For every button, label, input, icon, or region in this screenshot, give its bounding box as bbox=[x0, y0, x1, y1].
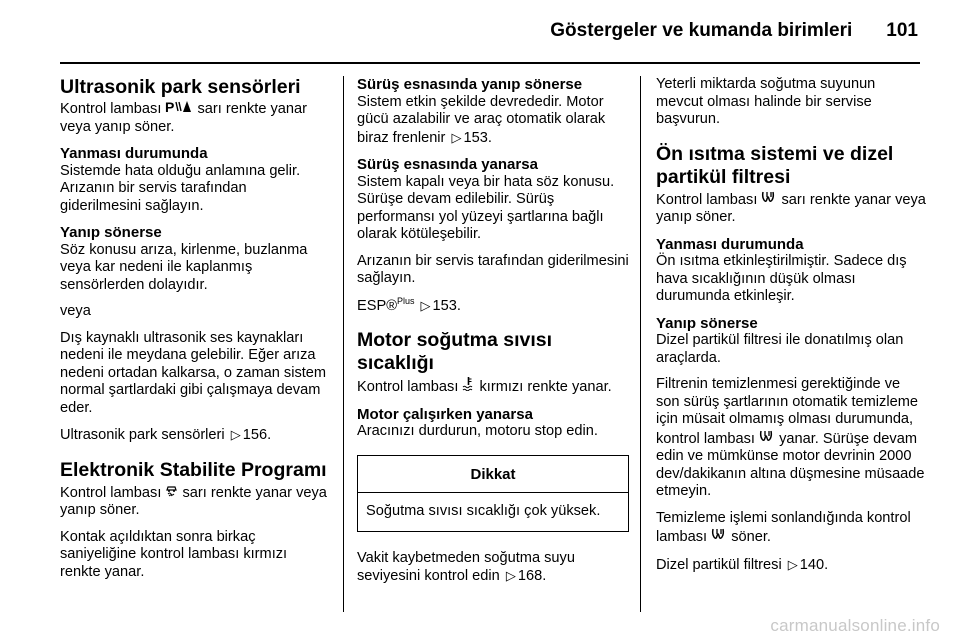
text: Sistem etkin şekilde devrededir. Motor gücü azalabilir ve araç otomatik olarak biraz frenlenir bbox=[357, 93, 606, 146]
section-heading-park-sensors: Ultrasonik park sensörleri bbox=[60, 76, 301, 98]
preheat-intro bbox=[656, 190, 926, 227]
preheat-coil-icon bbox=[711, 527, 727, 547]
text: Temizleme işlemi sonlandığında kontrol lambası bbox=[656, 509, 911, 545]
triangle-right-icon: ▷ bbox=[505, 568, 516, 583]
section-heading-coolant: Motor soğutma sıvısı sıcaklığı bbox=[357, 329, 553, 374]
paragraph: Ön ısıtma etkinleştirilmiştir. Sadece dış hava sıcaklığının düşük olması durumunda etkinleşir. bbox=[656, 253, 907, 304]
esp-reference bbox=[357, 297, 629, 316]
page-ref[interactable]: 153. bbox=[432, 297, 461, 314]
page-ref[interactable]: 140. bbox=[799, 556, 829, 573]
column-1 bbox=[60, 76, 328, 590]
subheading-lit: Yanması durumunda bbox=[656, 235, 804, 253]
preheat-coil-icon bbox=[759, 429, 775, 449]
paragraph: Sistem kapalı veya bir hata söz konusu. Sürüşe devam edilebilir. Sürüş performansı yol yüzeyi şartlarına bağlı olarak kötüleşebilir. bbox=[357, 173, 615, 242]
text: ESP® bbox=[357, 297, 397, 314]
paragraph bbox=[656, 510, 926, 547]
paragraph: Yeterli miktarda soğutma suyunun mevcut olması halinde bir servise başvurun. bbox=[656, 76, 876, 127]
coolant-intro bbox=[357, 376, 629, 397]
text: sarı renkte yanar veya yanıp söner. bbox=[60, 101, 308, 135]
page-title: Göstergeler ve kumanda birimleri bbox=[550, 20, 853, 41]
text: Ultrasonik park sensörleri bbox=[60, 427, 225, 443]
triangle-right-icon: ▷ bbox=[230, 427, 241, 442]
coolant-temperature-icon bbox=[462, 376, 475, 397]
paragraph: Kontak açıldıktan sonra birkaç saniyeliğine kontrol lambası kırmızı renkte yanar. bbox=[60, 528, 288, 580]
park-intro bbox=[60, 100, 328, 136]
paragraph: veya bbox=[60, 303, 91, 319]
triangle-right-icon: ▷ bbox=[787, 556, 798, 572]
paragraph bbox=[357, 94, 629, 148]
text: yanar. Sürüşe devam edin ve mümkünse motor devrinin 2000 dev/dakikanın altına düşmesine müsaade etmeyin. bbox=[656, 430, 925, 499]
text: Kontrol lambası bbox=[60, 484, 166, 501]
column-3 bbox=[656, 76, 926, 583]
page-number: 101 bbox=[886, 20, 918, 41]
park-sensor-icon bbox=[165, 100, 193, 119]
subheading-flashing-driving: Sürüş esnasında yanıp sönerse bbox=[357, 76, 583, 93]
text: Filtrenin temizlenmesi gerektiğinde ve son sürüş şartlarının otomatik temizleme için müsait olmamış olması durumunda, kontrol lambası bbox=[656, 376, 918, 447]
page-ref[interactable]: 168. bbox=[517, 568, 547, 584]
svg-text:P: P bbox=[165, 100, 175, 113]
triangle-right-icon: ▷ bbox=[420, 297, 431, 313]
section-heading-preheat: Ön ısıtma sistemi ve dizel partikül filtresi bbox=[656, 142, 894, 188]
paragraph: Dış kaynaklı ultrasonik ses kaynakları nedeni ile meydana gelebilir. Eğer arıza nedeni ortadan kalkarsa, o zaman sistem normal şartlardaki gibi çalışmaya devam eder. bbox=[60, 329, 327, 416]
cross-reference bbox=[656, 556, 926, 575]
text: söner. bbox=[727, 529, 771, 545]
section-heading-esp: Elektronik Stabilite Programı bbox=[60, 458, 327, 481]
esp-intro bbox=[60, 483, 328, 520]
text: Kontrol lambası bbox=[357, 379, 463, 395]
subheading-flashing: Yanıp sönerse bbox=[656, 314, 758, 332]
column-divider-2 bbox=[640, 76, 641, 612]
paragraph: Sistemde hata olduğu anlamına gelir. Arızanın bir servis tarafından giderilmesini sağlayın. bbox=[60, 162, 301, 214]
paragraph: Söz konusu arıza, kirlenme, buzlanma veya kar nedeni ile kaplanmış sensörlerden dolayıdır. bbox=[60, 241, 308, 293]
column-divider-1 bbox=[343, 76, 344, 612]
paragraph bbox=[357, 550, 629, 586]
text: sarı renkte yanar veya yanıp söner. bbox=[656, 191, 926, 225]
subheading-engine-running: Motor çalışırken yanarsa bbox=[357, 405, 533, 423]
page-ref[interactable]: 153. bbox=[463, 129, 492, 146]
esp-skid-icon bbox=[165, 483, 178, 503]
subheading-lit-driving: Sürüş esnasında yanarsa bbox=[357, 156, 538, 173]
subheading-lit: Yanması durumunda bbox=[60, 145, 208, 162]
triangle-right-icon: ▷ bbox=[451, 129, 462, 145]
notice-box bbox=[357, 455, 629, 532]
text: sarı renkte yanar veya yanıp söner. bbox=[60, 484, 327, 518]
notice-title: Dikkat bbox=[358, 456, 628, 494]
text: Vakit kaybetmeden soğutma suyu seviyesini kontrol edin bbox=[357, 549, 575, 584]
cross-reference bbox=[60, 426, 328, 445]
paragraph: Arızanın bir servis tarafından giderilmesini sağlayın. bbox=[357, 252, 629, 286]
text: kırmızı renkte yanar. bbox=[475, 379, 612, 395]
column-2 bbox=[357, 76, 629, 595]
paragraph: Dizel partikül filtresi ile donatılmış olan araçlarda. bbox=[656, 332, 904, 366]
paragraph: Aracınızı durdurun, motoru stop edin. bbox=[357, 423, 598, 439]
watermark: carmanualsonline.info bbox=[770, 616, 940, 635]
subheading-flashing: Yanıp sönerse bbox=[60, 224, 162, 241]
page-header bbox=[0, 20, 918, 42]
text: Kontrol lambası bbox=[60, 101, 166, 117]
text: Dizel partikül filtresi bbox=[656, 556, 782, 573]
notice-body: Soğutma sıvısı sıcaklığı çok yüksek. bbox=[366, 503, 601, 519]
text: Kontrol lambası bbox=[656, 191, 762, 208]
page-ref[interactable]: 156. bbox=[242, 427, 272, 443]
superscript: Plus bbox=[396, 295, 415, 306]
paragraph bbox=[656, 376, 926, 501]
header-rule bbox=[60, 62, 920, 64]
preheat-coil-icon bbox=[761, 190, 777, 210]
